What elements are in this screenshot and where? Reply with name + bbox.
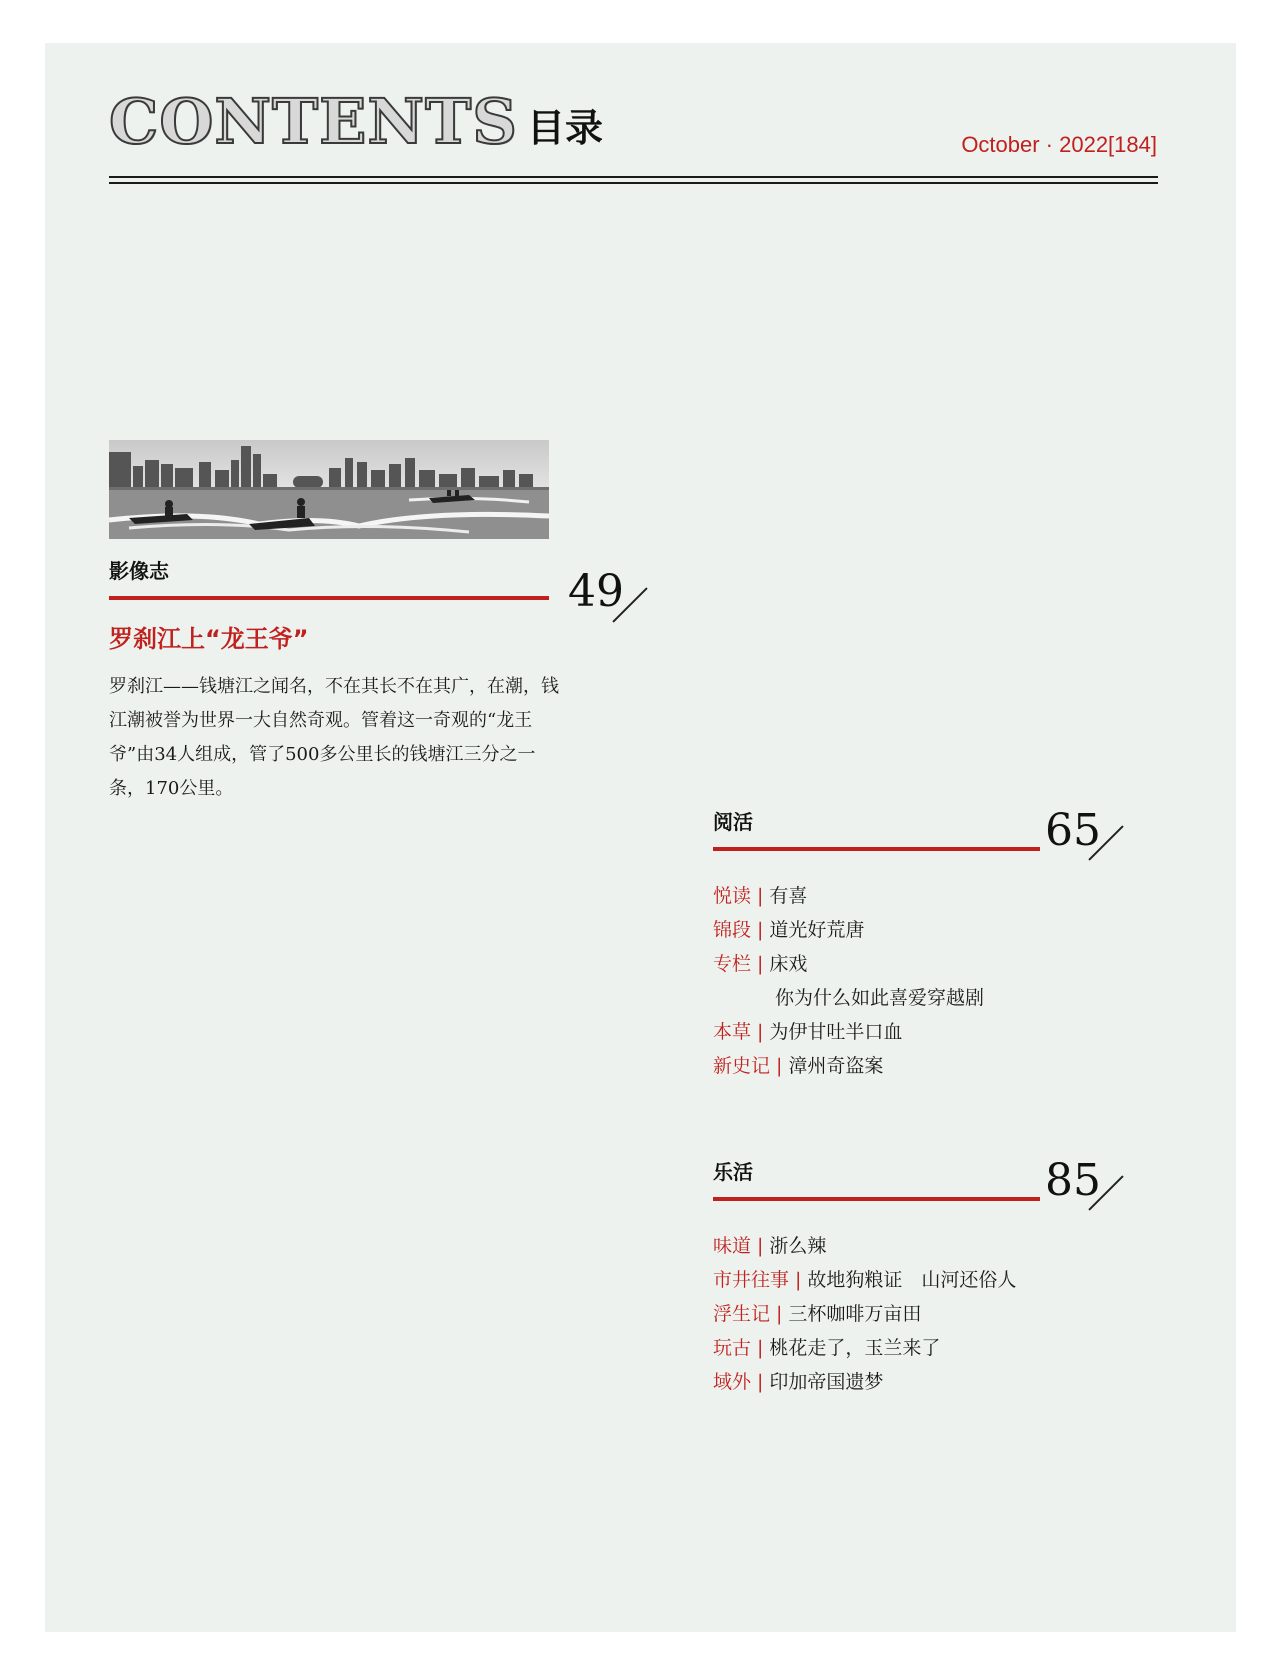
toc-separator: |	[795, 1269, 802, 1291]
toc-separator: |	[757, 953, 764, 975]
toc-item[interactable]	[713, 879, 984, 913]
toc-title: 道光好荒唐	[769, 919, 865, 941]
contents-heading: CONTENTS	[109, 85, 519, 158]
toc-category: 锦段	[713, 919, 752, 941]
toc-title: 为伊甘吐半口血	[769, 1021, 903, 1043]
toc-title: 故地狗粮证 山河还俗人	[807, 1269, 1017, 1291]
feature-section-label: 影像志	[109, 559, 169, 583]
magazine-contents-page	[45, 43, 1236, 1632]
toc-title: 浙么辣	[769, 1235, 827, 1257]
section-name: 乐活	[713, 1160, 753, 1184]
toc-category: 域外	[713, 1371, 752, 1393]
toc-title: 床戏	[769, 953, 808, 975]
toc-title: 印加帝国遗梦	[769, 1371, 884, 1393]
toc-item[interactable]	[713, 1331, 1016, 1365]
section-article-list	[713, 879, 984, 1083]
toc-separator: |	[757, 1021, 764, 1043]
toc-separator: |	[757, 1235, 764, 1257]
toc-title: 有喜	[769, 885, 808, 907]
header-divider-bottom	[109, 182, 1158, 184]
section-page-number[interactable]: 65	[1045, 805, 1101, 856]
contents-heading-cn: 目录	[527, 105, 604, 150]
toc-item[interactable]	[713, 1263, 1016, 1297]
toc-item[interactable]	[713, 947, 984, 981]
section-red-rule	[713, 847, 1040, 851]
toc-category: 味道	[713, 1235, 752, 1257]
toc-title: 桃花走了，玉兰来了	[769, 1337, 941, 1359]
toc-separator: |	[757, 885, 764, 907]
section-page-number[interactable]: 85	[1045, 1155, 1101, 1206]
toc-category: 本草	[713, 1021, 752, 1043]
toc-item[interactable]	[713, 1229, 1016, 1263]
feature-red-rule	[109, 596, 549, 600]
toc-category: 浮生记	[713, 1303, 771, 1325]
feature-title[interactable]: 罗刹江上“龙王爷”	[109, 625, 309, 653]
toc-title: 三杯咖啡万亩田	[788, 1303, 922, 1325]
toc-separator: |	[776, 1055, 783, 1077]
toc-category: 专栏	[713, 953, 752, 975]
header-divider-top	[109, 176, 1158, 178]
issue-date: October · 2022[184]	[961, 132, 1157, 157]
jet-ski-city-skyline-photo	[109, 440, 549, 539]
section-article-list	[713, 1229, 1016, 1399]
toc-category: 新史记	[713, 1055, 771, 1077]
section-name: 阅活	[713, 810, 753, 834]
toc-item[interactable]	[713, 1049, 984, 1083]
feature-page-number[interactable]: 49	[568, 566, 624, 617]
toc-item[interactable]	[713, 981, 984, 1015]
toc-separator: |	[757, 1371, 764, 1393]
toc-item[interactable]	[713, 1297, 1016, 1331]
toc-category: 悦读	[713, 885, 752, 907]
feature-photo[interactable]	[109, 440, 549, 539]
toc-separator: |	[757, 1337, 764, 1359]
toc-separator: |	[776, 1303, 783, 1325]
toc-item[interactable]	[713, 1015, 984, 1049]
toc-item[interactable]	[713, 913, 984, 947]
toc-title: 漳州奇盗案	[788, 1055, 884, 1077]
toc-title: 你为什么如此喜爱穿越剧	[775, 987, 985, 1009]
toc-category: 玩古	[713, 1337, 752, 1359]
toc-category: 市井往事	[713, 1269, 790, 1291]
section-red-rule	[713, 1197, 1040, 1201]
toc-item[interactable]	[713, 1365, 1016, 1399]
feature-description: 罗刹江——钱塘江之闻名，不在其长不在其广，在潮，钱江潮被誉为世界一大自然奇观。管着这一奇观的“龙王爷”由34人组成，管了500多公里长的钱塘江三分之一条，170公里。	[109, 676, 559, 799]
toc-separator: |	[757, 919, 764, 941]
